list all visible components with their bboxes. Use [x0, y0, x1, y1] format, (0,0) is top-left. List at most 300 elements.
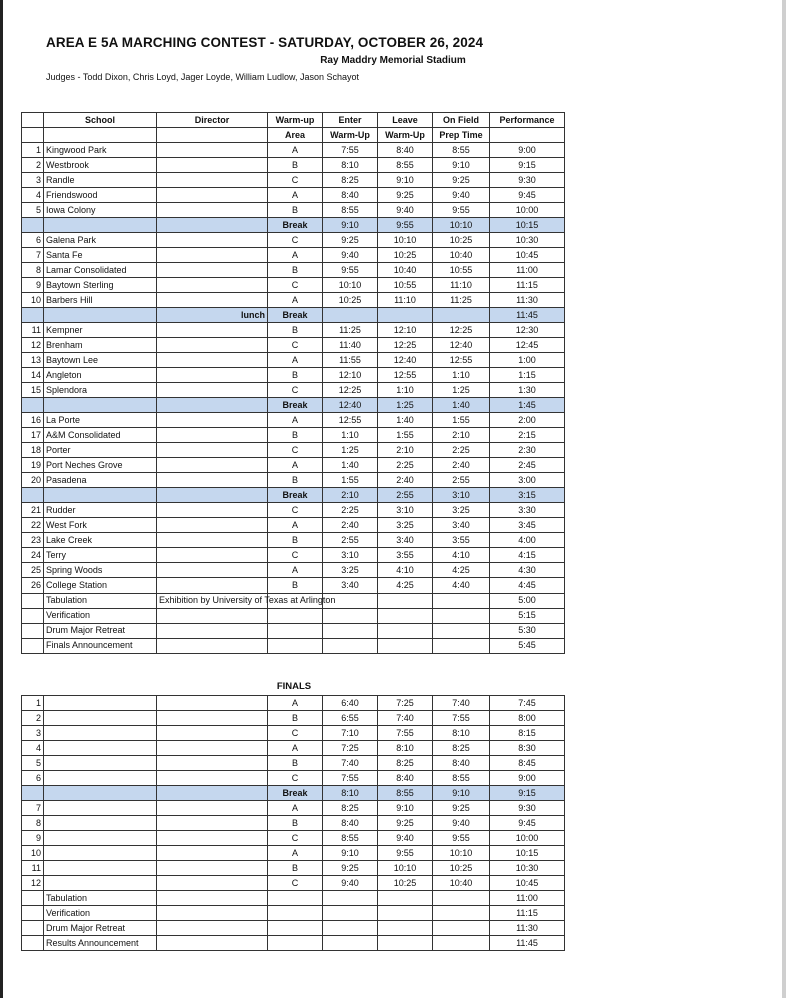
- director-cell: [157, 263, 268, 278]
- row-number: 11: [22, 323, 44, 338]
- performance-time: 10:00: [490, 203, 565, 218]
- warmup-area: A: [268, 846, 323, 861]
- header-school: School: [44, 113, 157, 128]
- director-cell: [157, 353, 268, 368]
- break-label: Break: [268, 218, 323, 233]
- schedule-row: [22, 323, 565, 338]
- onfield-prep-time: 2:10: [433, 428, 490, 443]
- enter-warmup-time: 9:40: [323, 876, 378, 891]
- performance-time: 1:15: [490, 368, 565, 383]
- director-cell: [157, 158, 268, 173]
- performance-time: 8:00: [490, 711, 565, 726]
- row-number: 7: [22, 801, 44, 816]
- warmup-area: A: [268, 801, 323, 816]
- row-number: 6: [22, 771, 44, 786]
- warmup-area: B: [268, 711, 323, 726]
- performance-time: 10:30: [490, 861, 565, 876]
- performance-time: 2:45: [490, 458, 565, 473]
- schedule-row: [22, 158, 565, 173]
- performance-time: 2:30: [490, 443, 565, 458]
- onfield-prep-time: 10:55: [433, 263, 490, 278]
- leave-warmup-time: 9:25: [378, 188, 433, 203]
- school-name: [44, 726, 157, 741]
- director-cell: [157, 831, 268, 846]
- event-row: [22, 891, 565, 906]
- row-number: 12: [22, 876, 44, 891]
- enter-warmup-time: 9:25: [323, 861, 378, 876]
- onfield-prep-time: 9:55: [433, 831, 490, 846]
- schedule-row: [22, 771, 565, 786]
- leave-warmup-time: 9:55: [378, 846, 433, 861]
- enter-warmup-time: 12:10: [323, 368, 378, 383]
- row-number: 26: [22, 578, 44, 593]
- performance-time: 4:30: [490, 563, 565, 578]
- warmup-area: B: [268, 578, 323, 593]
- school-name: Friendswood: [44, 188, 157, 203]
- row-number: 4: [22, 741, 44, 756]
- school-name: Lamar Consolidated: [44, 263, 157, 278]
- onfield-prep-time: 10:40: [433, 876, 490, 891]
- event-note: [157, 638, 268, 653]
- row-number: 9: [22, 278, 44, 293]
- leave-warmup-time: 2:40: [378, 473, 433, 488]
- school-name: [44, 861, 157, 876]
- director-cell: [157, 696, 268, 711]
- onfield-prep-time: 12:40: [433, 338, 490, 353]
- finals-title: FINALS: [276, 681, 312, 692]
- performance-time: 10:30: [490, 233, 565, 248]
- enter-warmup-time: 10:25: [323, 293, 378, 308]
- leave-warmup-time: 3:10: [378, 503, 433, 518]
- director-cell: [157, 443, 268, 458]
- event-label: Tabulation: [44, 593, 157, 608]
- leave-warmup-time: 4:25: [378, 578, 433, 593]
- row-number: 25: [22, 563, 44, 578]
- event-row: [22, 593, 565, 608]
- header-leave-warmup: Warm-Up: [378, 128, 433, 143]
- school-name: Iowa Colony: [44, 203, 157, 218]
- onfield-prep-time: 1:25: [433, 383, 490, 398]
- schedule-row: [22, 741, 565, 756]
- director-cell: [157, 368, 268, 383]
- performance-time: 8:30: [490, 741, 565, 756]
- school-name: Westbrook: [44, 158, 157, 173]
- school-name: Santa Fe: [44, 248, 157, 263]
- enter-warmup-time: 6:40: [323, 696, 378, 711]
- leave-warmup-time: 1:25: [378, 398, 433, 413]
- leave-warmup-time: 3:40: [378, 533, 433, 548]
- enter-warmup-time: 1:10: [323, 428, 378, 443]
- leave-warmup-time: 8:25: [378, 756, 433, 771]
- enter-warmup-time: [323, 308, 378, 323]
- director-cell: [157, 413, 268, 428]
- schedule-row: [22, 831, 565, 846]
- warmup-area: A: [268, 413, 323, 428]
- enter-warmup-time: 9:10: [323, 218, 378, 233]
- warmup-area: A: [268, 248, 323, 263]
- school-name: Lake Creek: [44, 533, 157, 548]
- performance-time: 11:45: [490, 936, 565, 951]
- leave-warmup-time: 2:10: [378, 443, 433, 458]
- enter-warmup-time: 8:25: [323, 801, 378, 816]
- header-director: Director: [157, 113, 268, 128]
- schedule-row: [22, 248, 565, 263]
- enter-warmup-time: 8:55: [323, 831, 378, 846]
- leave-warmup-time: 9:55: [378, 218, 433, 233]
- onfield-prep-time: 10:25: [433, 861, 490, 876]
- director-cell: [157, 233, 268, 248]
- school-name: Galena Park: [44, 233, 157, 248]
- schedule-row: [22, 368, 565, 383]
- schedule-row: [22, 278, 565, 293]
- director-cell: [157, 323, 268, 338]
- onfield-prep-time: 8:25: [433, 741, 490, 756]
- break-note: [157, 488, 268, 503]
- director-cell: [157, 518, 268, 533]
- leave-warmup-time: 9:25: [378, 816, 433, 831]
- leave-warmup-time: 12:40: [378, 353, 433, 368]
- onfield-prep-time: 9:25: [433, 173, 490, 188]
- schedule-row: [22, 801, 565, 816]
- schedule-row: [22, 233, 565, 248]
- enter-warmup-time: 2:10: [323, 488, 378, 503]
- row-number: 5: [22, 203, 44, 218]
- warmup-area: B: [268, 368, 323, 383]
- onfield-prep-time: 1:40: [433, 398, 490, 413]
- school-name: [44, 771, 157, 786]
- schedule-row: [22, 548, 565, 563]
- enter-warmup-time: 12:40: [323, 398, 378, 413]
- onfield-prep-time: 10:25: [433, 233, 490, 248]
- director-cell: [157, 293, 268, 308]
- director-cell: [157, 278, 268, 293]
- prelims-schedule-table: [21, 112, 565, 654]
- enter-warmup-time: 6:55: [323, 711, 378, 726]
- onfield-prep-time: 1:55: [433, 413, 490, 428]
- enter-warmup-time: 11:25: [323, 323, 378, 338]
- row-number: 8: [22, 816, 44, 831]
- schedule-row: [22, 696, 565, 711]
- school-name: [44, 741, 157, 756]
- leave-warmup-time: 12:25: [378, 338, 433, 353]
- performance-time: 9:30: [490, 173, 565, 188]
- leave-warmup-time: 8:10: [378, 741, 433, 756]
- event-row: [22, 608, 565, 623]
- director-cell: [157, 248, 268, 263]
- onfield-prep-time: 4:10: [433, 548, 490, 563]
- venue-subtitle: Ray Maddry Memorial Stadium: [320, 55, 466, 66]
- performance-time: 7:45: [490, 696, 565, 711]
- school-name: [44, 816, 157, 831]
- schedule-row: [22, 428, 565, 443]
- director-cell: [157, 203, 268, 218]
- event-note: [157, 921, 268, 936]
- event-row: [22, 906, 565, 921]
- header-row-2: [22, 128, 565, 143]
- enter-warmup-time: 2:25: [323, 503, 378, 518]
- row-number: 3: [22, 173, 44, 188]
- onfield-prep-time: 2:55: [433, 473, 490, 488]
- performance-time: 5:45: [490, 638, 565, 653]
- header-prep-time: Prep Time: [433, 128, 490, 143]
- school-name: Port Neches Grove: [44, 458, 157, 473]
- enter-warmup-time: 3:25: [323, 563, 378, 578]
- row-number: 13: [22, 353, 44, 368]
- row-number: 11: [22, 861, 44, 876]
- leave-warmup-time: 9:10: [378, 173, 433, 188]
- enter-warmup-time: 7:55: [323, 771, 378, 786]
- event-row: [22, 638, 565, 653]
- school-name: [44, 831, 157, 846]
- onfield-prep-time: 3:10: [433, 488, 490, 503]
- leave-warmup-time: 8:55: [378, 158, 433, 173]
- row-number: 20: [22, 473, 44, 488]
- enter-warmup-time: 8:40: [323, 816, 378, 831]
- leave-warmup-time: 9:40: [378, 203, 433, 218]
- warmup-area: B: [268, 533, 323, 548]
- director-cell: [157, 816, 268, 831]
- leave-warmup-time: 1:10: [378, 383, 433, 398]
- onfield-prep-time: 4:40: [433, 578, 490, 593]
- director-cell: [157, 548, 268, 563]
- leave-warmup-time: 8:40: [378, 143, 433, 158]
- leave-warmup-time: 2:25: [378, 458, 433, 473]
- row-number: 1: [22, 143, 44, 158]
- warmup-area: C: [268, 173, 323, 188]
- schedule-row: [22, 861, 565, 876]
- event-note: [157, 891, 268, 906]
- enter-warmup-time: 8:10: [323, 158, 378, 173]
- row-number: 17: [22, 428, 44, 443]
- schedule-row: [22, 711, 565, 726]
- schedule-row: [22, 443, 565, 458]
- school-name: [44, 801, 157, 816]
- finals-body: [22, 696, 565, 951]
- director-cell: [157, 801, 268, 816]
- leave-warmup-time: 10:25: [378, 248, 433, 263]
- event-note: [157, 623, 268, 638]
- warmup-area: A: [268, 563, 323, 578]
- performance-time: 5:30: [490, 623, 565, 638]
- onfield-prep-time: 9:10: [433, 786, 490, 801]
- event-note: Exhibition by University of Texas at Arlington: [157, 593, 268, 608]
- break-row: [22, 308, 565, 323]
- leave-warmup-time: 1:55: [378, 428, 433, 443]
- break-row: [22, 488, 565, 503]
- schedule-row: [22, 846, 565, 861]
- performance-time: 3:00: [490, 473, 565, 488]
- event-label: Tabulation: [44, 891, 157, 906]
- enter-warmup-time: 8:40: [323, 188, 378, 203]
- schedule-row: [22, 578, 565, 593]
- page-edge-left: [0, 0, 3, 998]
- warmup-area: A: [268, 353, 323, 368]
- performance-time: 4:15: [490, 548, 565, 563]
- warmup-area: B: [268, 756, 323, 771]
- enter-warmup-time: 3:40: [323, 578, 378, 593]
- performance-time: 2:00: [490, 413, 565, 428]
- schedule-row: [22, 473, 565, 488]
- schedule-row: [22, 263, 565, 278]
- onfield-prep-time: 1:10: [433, 368, 490, 383]
- warmup-area: C: [268, 278, 323, 293]
- performance-time: 9:15: [490, 786, 565, 801]
- school-name: Pasadena: [44, 473, 157, 488]
- director-cell: [157, 578, 268, 593]
- enter-warmup-time: 7:25: [323, 741, 378, 756]
- performance-time: 4:00: [490, 533, 565, 548]
- performance-time: 9:00: [490, 143, 565, 158]
- director-cell: [157, 726, 268, 741]
- school-name: Barbers Hill: [44, 293, 157, 308]
- director-cell: [157, 428, 268, 443]
- break-label: Break: [268, 488, 323, 503]
- row-number: 9: [22, 831, 44, 846]
- leave-warmup-time: 9:10: [378, 801, 433, 816]
- leave-warmup-time: 10:10: [378, 233, 433, 248]
- event-label: Results Announcement: [44, 936, 157, 951]
- warmup-area: B: [268, 816, 323, 831]
- warmup-area: A: [268, 696, 323, 711]
- performance-time: 12:30: [490, 323, 565, 338]
- enter-warmup-time: 8:10: [323, 786, 378, 801]
- performance-time: 4:45: [490, 578, 565, 593]
- event-label: Finals Announcement: [44, 638, 157, 653]
- warmup-area: C: [268, 338, 323, 353]
- warmup-area: C: [268, 233, 323, 248]
- school-name: [44, 711, 157, 726]
- warmup-area: B: [268, 428, 323, 443]
- onfield-prep-time: 7:55: [433, 711, 490, 726]
- leave-warmup-time: 7:25: [378, 696, 433, 711]
- schedule-row: [22, 413, 565, 428]
- performance-time: 10:15: [490, 846, 565, 861]
- schedule-row: [22, 143, 565, 158]
- warmup-area: B: [268, 263, 323, 278]
- break-label: Break: [268, 786, 323, 801]
- leave-warmup-time: [378, 308, 433, 323]
- event-row: [22, 936, 565, 951]
- onfield-prep-time: 11:25: [433, 293, 490, 308]
- warmup-area: A: [268, 188, 323, 203]
- director-cell: [157, 503, 268, 518]
- warmup-area: A: [268, 741, 323, 756]
- director-cell: [157, 861, 268, 876]
- event-note: [157, 936, 268, 951]
- school-name: Kingwood Park: [44, 143, 157, 158]
- enter-warmup-time: 1:40: [323, 458, 378, 473]
- break-row: [22, 398, 565, 413]
- school-name: Baytown Lee: [44, 353, 157, 368]
- leave-warmup-time: 9:40: [378, 831, 433, 846]
- leave-warmup-time: 10:40: [378, 263, 433, 278]
- schedule-row: [22, 876, 565, 891]
- director-cell: [157, 741, 268, 756]
- onfield-prep-time: 10:10: [433, 218, 490, 233]
- schedule-row: [22, 293, 565, 308]
- leave-warmup-time: 10:10: [378, 861, 433, 876]
- performance-time: 5:00: [490, 593, 565, 608]
- warmup-area: A: [268, 518, 323, 533]
- event-row: [22, 921, 565, 936]
- header-row-1: [22, 113, 565, 128]
- leave-warmup-time: 10:25: [378, 876, 433, 891]
- onfield-prep-time: 8:55: [433, 143, 490, 158]
- school-name: Terry: [44, 548, 157, 563]
- onfield-prep-time: 9:40: [433, 816, 490, 831]
- row-number: 15: [22, 383, 44, 398]
- warmup-area: C: [268, 876, 323, 891]
- leave-warmup-time: 12:10: [378, 323, 433, 338]
- schedule-row: [22, 518, 565, 533]
- performance-time: 9:15: [490, 158, 565, 173]
- onfield-prep-time: 9:40: [433, 188, 490, 203]
- onfield-prep-time: 8:40: [433, 756, 490, 771]
- performance-time: 11:30: [490, 921, 565, 936]
- row-number: 18: [22, 443, 44, 458]
- director-cell: [157, 188, 268, 203]
- schedule-row: [22, 353, 565, 368]
- event-row: [22, 623, 565, 638]
- performance-time: 10:00: [490, 831, 565, 846]
- school-name: Porter: [44, 443, 157, 458]
- school-name: Brenham: [44, 338, 157, 353]
- row-number: 12: [22, 338, 44, 353]
- enter-warmup-time: 9:40: [323, 248, 378, 263]
- school-name: Rudder: [44, 503, 157, 518]
- performance-time: 10:15: [490, 218, 565, 233]
- school-name: College Station: [44, 578, 157, 593]
- warmup-area: C: [268, 503, 323, 518]
- performance-time: 12:45: [490, 338, 565, 353]
- onfield-prep-time: 9:55: [433, 203, 490, 218]
- performance-time: 3:30: [490, 503, 565, 518]
- row-number: 3: [22, 726, 44, 741]
- schedule-row: [22, 816, 565, 831]
- director-cell: [157, 563, 268, 578]
- event-label: Verification: [44, 906, 157, 921]
- onfield-prep-time: 11:10: [433, 278, 490, 293]
- director-cell: [157, 876, 268, 891]
- warmup-area: C: [268, 726, 323, 741]
- break-label: Break: [268, 398, 323, 413]
- enter-warmup-time: 9:10: [323, 846, 378, 861]
- director-cell: [157, 143, 268, 158]
- header-enter-warmup: Warm-Up: [323, 128, 378, 143]
- schedule-row: [22, 756, 565, 771]
- performance-time: 1:45: [490, 398, 565, 413]
- row-number: 7: [22, 248, 44, 263]
- header-leave: Leave: [378, 113, 433, 128]
- enter-warmup-time: 12:55: [323, 413, 378, 428]
- director-cell: [157, 846, 268, 861]
- enter-warmup-time: 10:10: [323, 278, 378, 293]
- break-note: [157, 398, 268, 413]
- school-name: Spring Woods: [44, 563, 157, 578]
- header-warmup: Warm-up: [268, 113, 323, 128]
- warmup-area: A: [268, 143, 323, 158]
- header-num: [22, 113, 44, 128]
- enter-warmup-time: 3:10: [323, 548, 378, 563]
- schedule-row: [22, 503, 565, 518]
- break-row: [22, 786, 565, 801]
- onfield-prep-time: 9:10: [433, 158, 490, 173]
- enter-warmup-time: 7:55: [323, 143, 378, 158]
- school-name: [44, 876, 157, 891]
- enter-warmup-time: 8:55: [323, 203, 378, 218]
- prelims-body: [22, 143, 565, 654]
- school-name: Angleton: [44, 368, 157, 383]
